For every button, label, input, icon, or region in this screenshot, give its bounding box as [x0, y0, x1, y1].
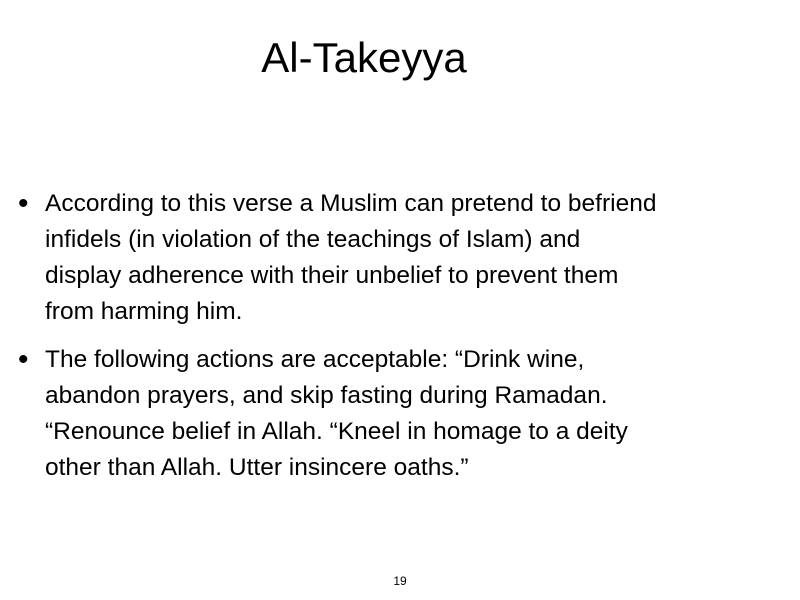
- bullet-text-line: The following actions are acceptable: “Drink wine,: [45, 346, 585, 373]
- bullet-text-line: display adherence with their unbelief to prevent them: [45, 262, 619, 289]
- bullet-text-line: abandon prayers, and skip fasting during Ramadan.: [45, 382, 608, 409]
- bullet-icon: •: [18, 343, 29, 376]
- slide-title: Al-Takeyya: [261, 34, 467, 81]
- bullet-text-line: “Renounce belief in Allah. “Kneel in homage to a deity: [45, 418, 628, 445]
- bullet-text-line: infidels (in violation of the teachings of Islam) and: [45, 226, 581, 253]
- bullet-item: [18, 342, 800, 486]
- bullet-item: [18, 186, 800, 330]
- bullet-text-line: According to this verse a Muslim can pretend to befriend: [45, 190, 657, 217]
- bullet-list: [18, 186, 800, 486]
- bullet-text-line: other than Allah. Utter insincere oaths.”: [45, 454, 469, 481]
- page-number: 19: [393, 574, 407, 588]
- bullet-icon: •: [18, 187, 29, 220]
- bullet-text-line: from harming him.: [45, 298, 243, 325]
